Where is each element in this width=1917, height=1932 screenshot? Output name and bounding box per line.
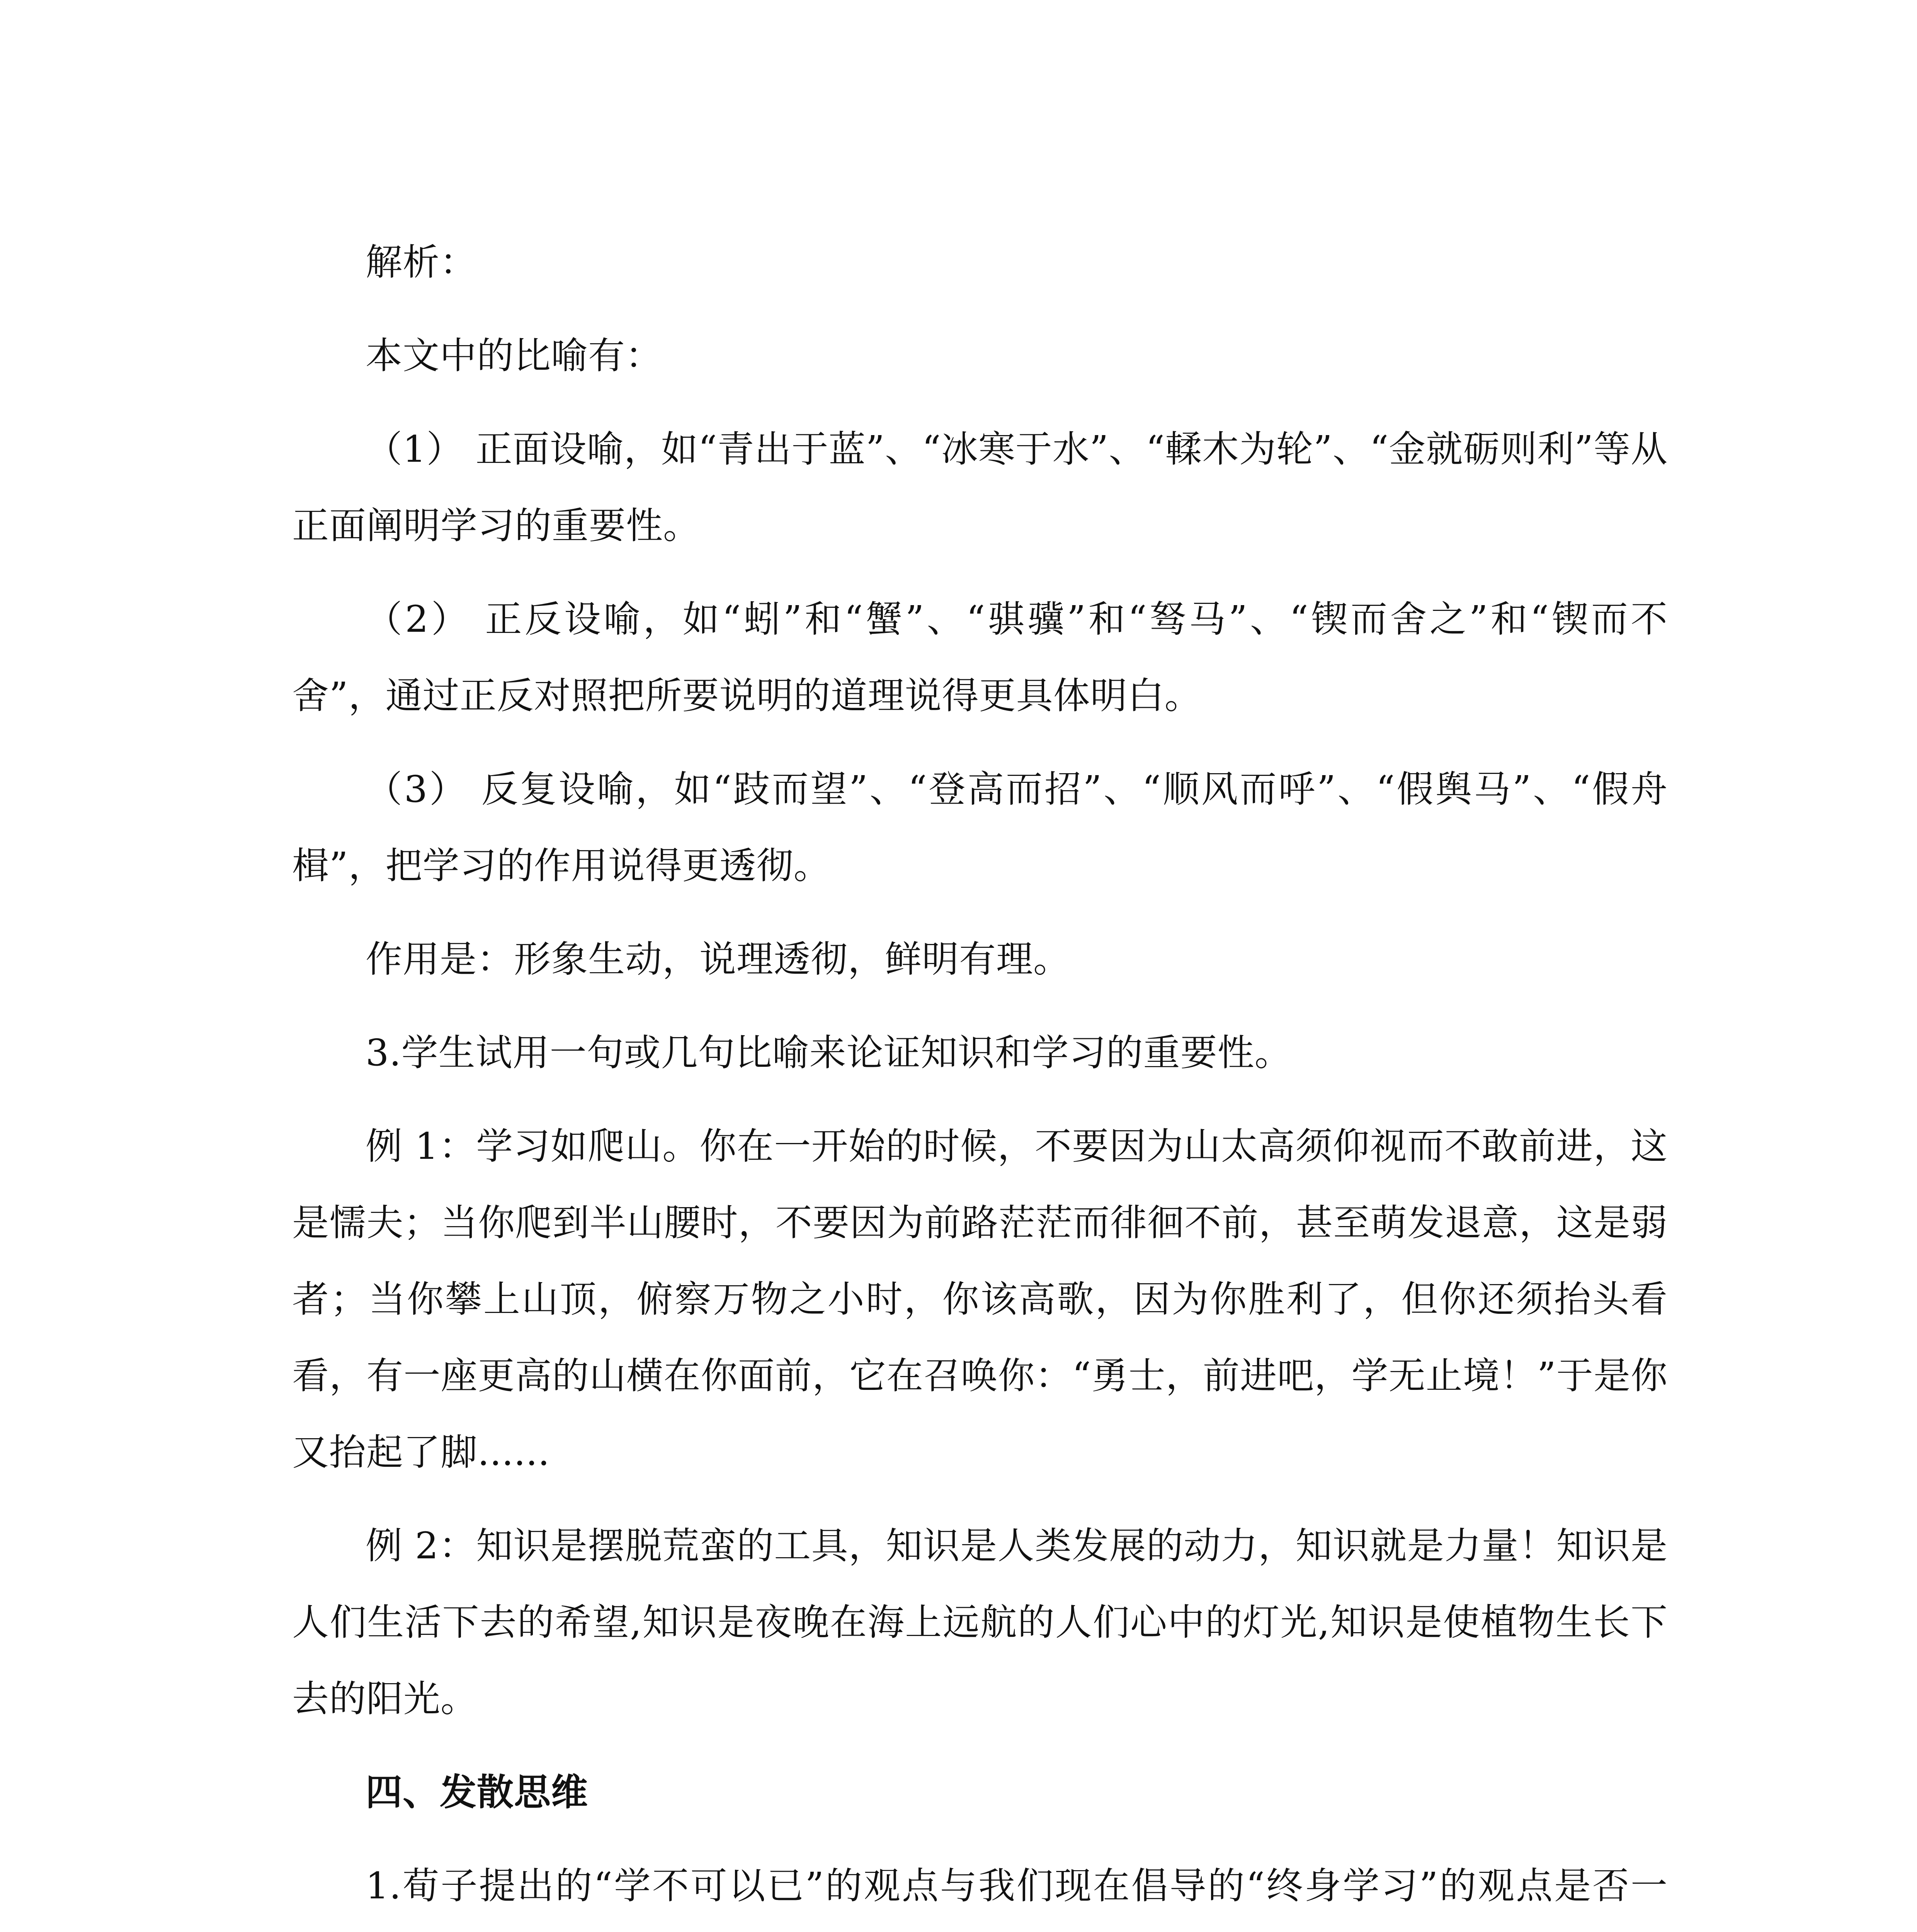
metaphor-item-positive: （1） 正面设喻，如“青出于蓝”、“冰寒于水”、“輮木为轮”、“金就砺则利”等从正面阐明学习的重要性。 xyxy=(292,428,1668,547)
document-body xyxy=(292,224,1668,1932)
task-3: 3.学生试用一句或几句比喻来论证知识和学习的重要性。 xyxy=(366,1032,1292,1074)
metaphor-item-repeated: （3） 反复设喻，如“跂而望”、“登高而招”、“顺风而呼”、“假舆马”、“假舟楫”，把学习的作用说得更透彻。 xyxy=(292,768,1668,887)
section-4-heading: 四、发散思维 xyxy=(366,1771,589,1814)
metaphor-intro: 本文中的比喻有： xyxy=(366,335,663,377)
question-1: 1.荀子提出的“学不可以已”的观点与我们现在倡导的“终身学习”的观点是否一 xyxy=(366,1865,1668,1907)
example-2: 例 2：知识是摆脱荒蛮的工具，知识是人类发展的动力，知识就是力量！知识是人们生活下去的希望,知识是夜晚在海上远航的人们心中的灯光,知识是使植物生长下去的阳光。 xyxy=(292,1525,1668,1720)
metaphor-item-contrast: （2） 正反设喻，如“蚓”和“蟹”、“骐骥”和“驽马”、“锲而舍之”和“锲而不舍”，通过正反对照把所要说明的道理说得更具体明白。 xyxy=(292,598,1668,717)
example-1: 例 1：学习如爬山。你在一开始的时候，不要因为山太高须仰视而不敢前进，这是懦夫；当你爬到半山腰时，不要因为前路茫茫而徘徊不前，甚至萌发退意，这是弱者；当你攀上山顶，俯察万物之小时，你该高歌，因为你胜利了，但你还须抬头看看，有一座更高的山横在你面前，它在召唤你：“勇士，前进吧，学无止境！”于是你又抬起了脚...... xyxy=(292,1125,1668,1474)
effect-summary: 作用是：形象生动，说理透彻，鲜明有理。 xyxy=(366,938,1071,981)
analysis-label: 解析： xyxy=(366,241,477,284)
